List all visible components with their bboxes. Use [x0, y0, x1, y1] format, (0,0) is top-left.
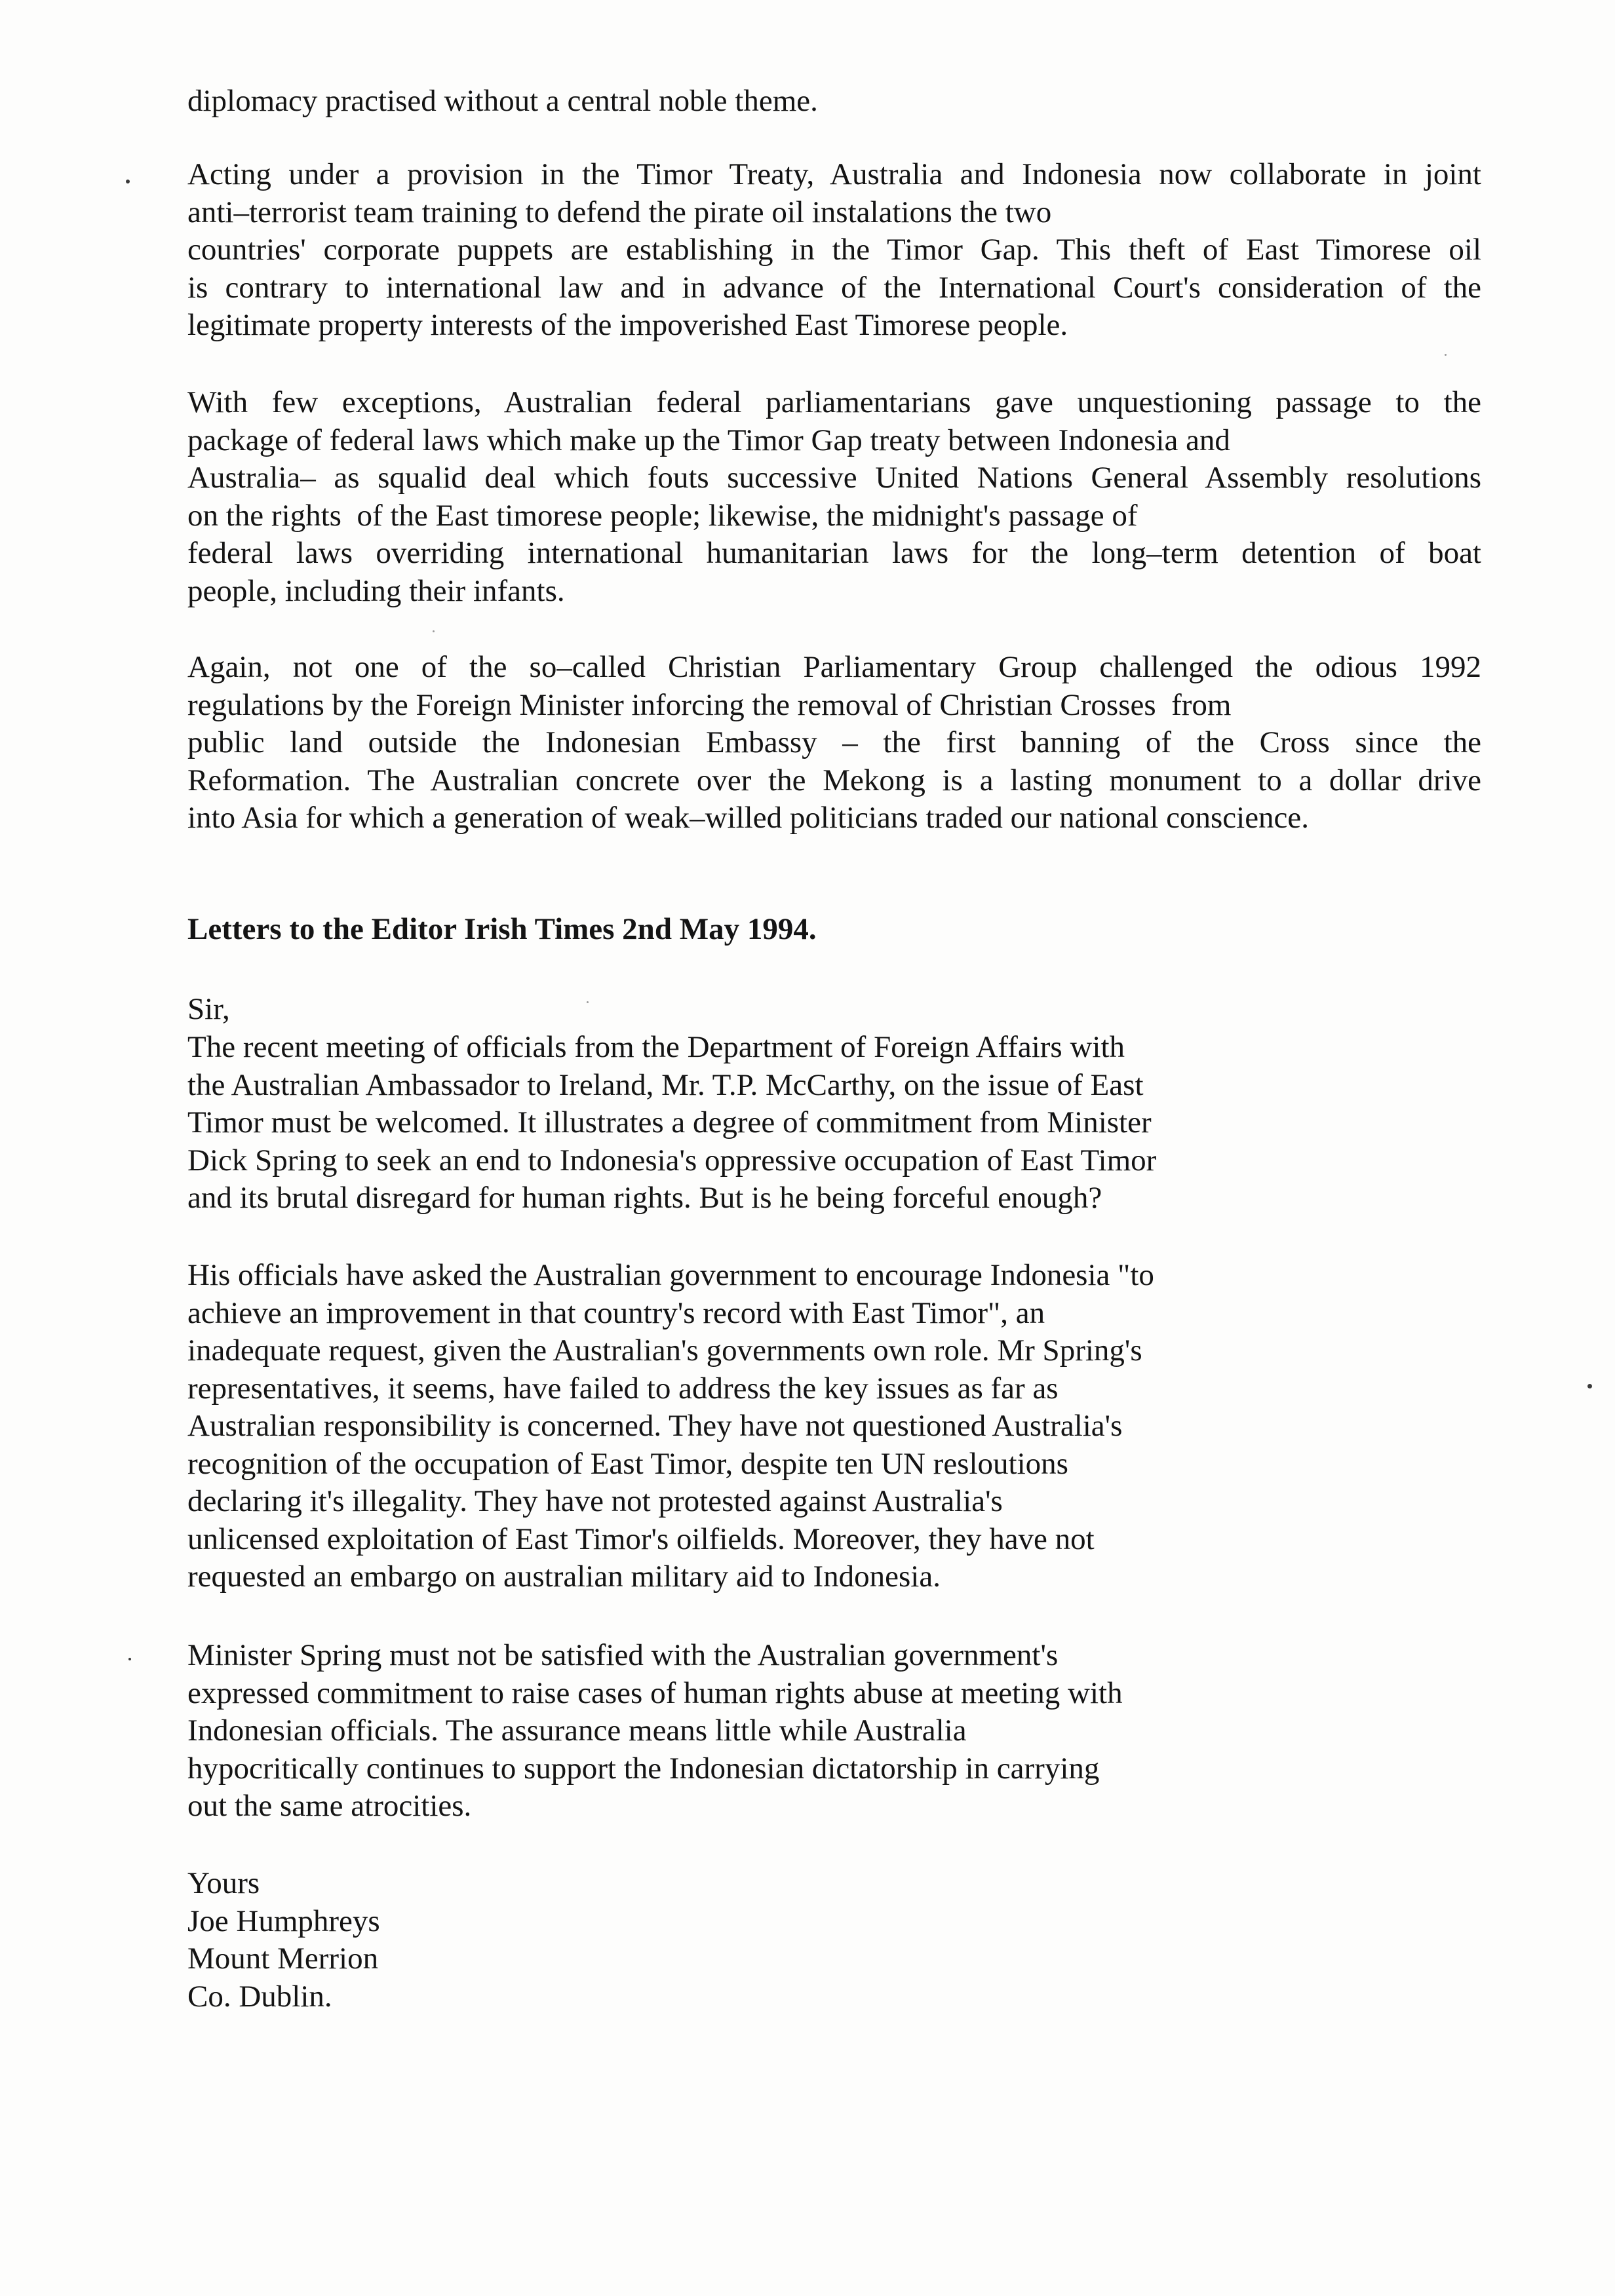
text-line: Timor must be welcomed. It illustrates a degree of commitment from Minister	[187, 1105, 1152, 1139]
text-line: is contrary to international law and in advance of the International Court's consideration of the	[187, 270, 1481, 305]
letter-paragraph-officials	[187, 1257, 1275, 1596]
text-line: people, including their infants.	[187, 573, 565, 608]
text-line: countries' corporate puppets are establishing in the Timor Gap. This theft of East Timorese oil	[187, 233, 1481, 267]
paragraph-christian-group	[187, 649, 1481, 837]
text-line: Australia– as squalid deal which fouts successive United Nations General Assembly resolutions	[187, 461, 1481, 495]
salutation: Sir,	[187, 992, 230, 1026]
text-line: requested an embargo on australian military aid to Indonesia.	[187, 1559, 941, 1594]
letter-paragraph-meeting	[187, 1029, 1275, 1217]
text-line: expressed commitment to raise cases of human rights abuse at meeting with	[187, 1675, 1123, 1710]
salutation-block	[187, 991, 1275, 1029]
text-line: Again, not one of the so–called Christian Parliamentary Group challenged the odious 1992	[187, 650, 1481, 684]
opening-line-block	[187, 83, 1481, 121]
text-line: package of federal laws which make up the Timor Gap treaty between Indonesia and	[187, 423, 1230, 457]
text-line: declaring it's illegality. They have not protested against Australia's	[187, 1484, 1003, 1518]
text-line: recognition of the occupation of East Timor, despite ten UN resloutions	[187, 1446, 1068, 1481]
text-line: public land outside the Indonesian Embassy – the first banning of the Cross since the	[187, 725, 1481, 759]
text-line: hypocritically continues to support the Indonesian dictatorship in carrying	[187, 1751, 1100, 1786]
scan-speck	[587, 1001, 589, 1003]
text-line: With few exceptions, Australian federal parliamentarians gave unquestioning passage to the	[187, 385, 1481, 419]
text-line: Reformation. The Australian concrete over the Mekong is a lasting monument to a dollar drive	[187, 763, 1481, 797]
text-line: Indonesian officials. The assurance means little while Australia	[187, 1713, 967, 1748]
text-line: legitimate property interests of the impoverished East Timorese people.	[187, 308, 1068, 342]
closing: Yours	[187, 1866, 260, 1900]
scan-speck	[433, 630, 435, 632]
text-line: unlicensed exploitation of East Timor's oilfields. Moreover, they have not	[187, 1521, 1095, 1556]
text-line: anti–terrorist team training to defend the pirate oil instalations the two	[187, 195, 1052, 229]
scan-speck	[1445, 354, 1447, 356]
text-line: into Asia for which a generation of weak–willed politicians traded our national conscience.	[187, 801, 1310, 835]
text-line: federal laws overriding international humanitarian laws for the long–term detention of boat	[187, 536, 1481, 570]
letter-heading: Letters to the Editor Irish Times 2nd May 1994.	[187, 912, 817, 946]
scan-speck	[126, 180, 130, 183]
text-line: inadequate request, given the Australian's governments own role. Mr Spring's	[187, 1333, 1142, 1368]
text-line: The recent meeting of officials from the Department of Foreign Affairs with	[187, 1030, 1125, 1064]
signature-name: Joe Humphreys	[187, 1904, 380, 1938]
paragraph-parliamentarians	[187, 384, 1481, 610]
text-line: representatives, it seems, have failed to address the key issues as far as	[187, 1371, 1059, 1406]
text-line: the Australian Ambassador to Ireland, Mr. T.P. McCarthy, on the issue of East	[187, 1067, 1144, 1102]
text-line: out the same atrocities.	[187, 1789, 472, 1823]
text-line: diplomacy practised without a central noble theme.	[187, 84, 818, 118]
text-line: and its brutal disregard for human rights. But is he being forceful enough?	[187, 1181, 1102, 1215]
signature-address-line: Mount Merrion	[187, 1942, 379, 1976]
letter-signature-block	[187, 1865, 1275, 2016]
letter-paragraph-minister	[187, 1637, 1275, 1826]
text-line: Australian responsibility is concerned. They have not questioned Australia's	[187, 1409, 1123, 1443]
scan-speck	[1587, 1384, 1592, 1388]
text-line: on the rights of the East timorese people; likewise, the midnight's passage of	[187, 498, 1138, 533]
paragraph-treaty	[187, 156, 1481, 345]
text-line: Minister Spring must not be satisfied with the Australian government's	[187, 1638, 1059, 1672]
scan-speck	[128, 1658, 131, 1660]
text-line: regulations by the Foreign Minister inforcing the removal of Christian Crosses from	[187, 687, 1232, 722]
signature-address-line: Co. Dublin.	[187, 1979, 332, 2014]
text-line: Acting under a provision in the Timor Treaty, Australia and Indonesia now collaborate in joint	[187, 157, 1481, 191]
text-line: Dick Spring to seek an end to Indonesia's oppressive occupation of East Timor	[187, 1143, 1157, 1177]
text-line: achieve an improvement in that country's record with East Timor", an	[187, 1295, 1045, 1330]
text-line: His officials have asked the Australian government to encourage Indonesia "to	[187, 1258, 1154, 1292]
